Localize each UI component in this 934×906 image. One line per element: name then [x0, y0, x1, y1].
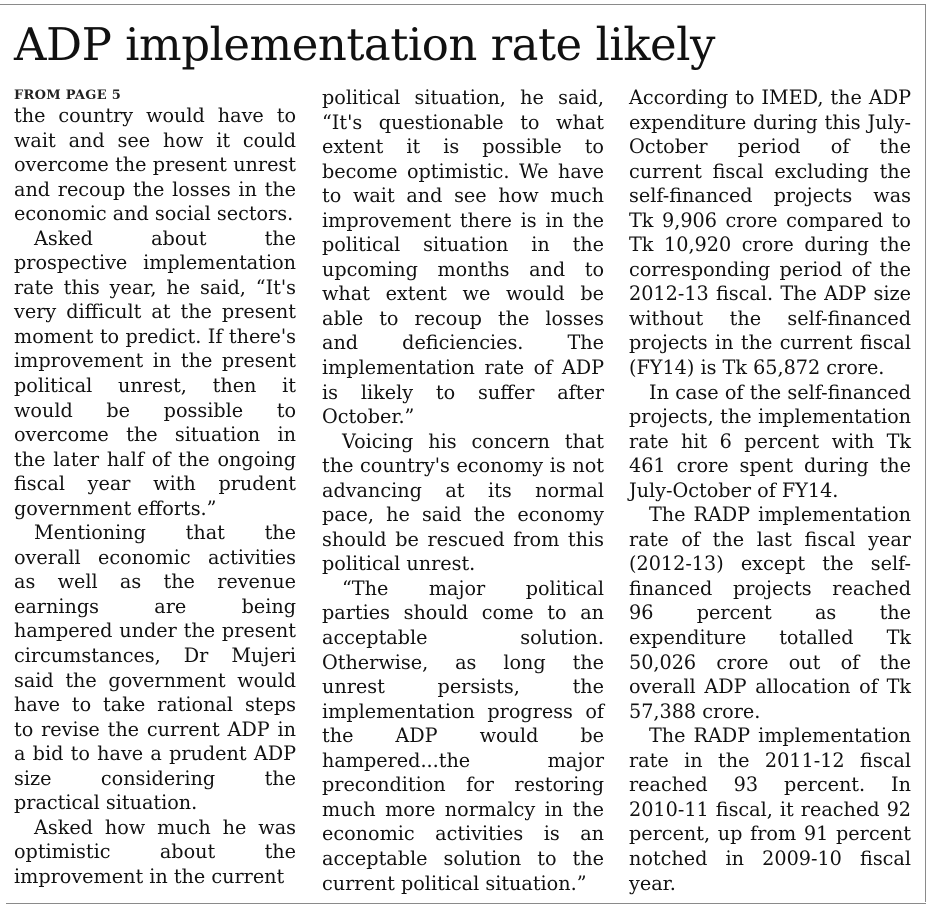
column-1 [14, 88, 296, 890]
from-page-label: FROM PAGE 5 [14, 88, 122, 103]
paragraph: the country would have to wait and see how it could overcome the present unrest and recoup the losses in the economic and social sectors. [14, 104, 296, 226]
paragraph: political situation, he said, “It's questionable to what extent it is possible to become optimistic. We have to wait and see how much improvement there is in the political situation in the upcoming months and to what extent we would be able to recoup the losses and deficiencies. The implementation rate of ADP is likely to suffer after October.” [322, 86, 604, 429]
paragraph: Mentioning that the overall economic activities as well as the revenue earnings are being hampered under the present circumstances, Dr Mujeri said the government would have to take rational steps to revise the current ADP in a bid to have a prudent ADP size considering the practical situation. [14, 521, 296, 815]
paragraph: The RADP implementation rate of the last fiscal year (2012-13) except the self-financed projects reached 96 percent as the expenditure totalled Tk 50,026 crore out of the overall ADP allocation of Tk 57,388 crore. [629, 503, 911, 723]
paragraph: “The major political parties should come to an acceptable solution. Otherwise, as long the unrest persists, the implementation progress of the ADP would be hampered...the major precondition for restoring much more normalcy in the economic activities is an acceptable solution to the current political situation.” [322, 576, 604, 895]
column-2 [322, 86, 604, 896]
column-3 [629, 86, 911, 896]
bottom-rule [6, 903, 926, 904]
headline: ADP implementation rate likely [14, 18, 715, 71]
paragraph: Asked about the prospective implementation rate this year, he said, “It's very difficult at the present moment to predict. If there's improvement in the present political unrest, then it would be possible to overcome the situation in the later half of the ongoing fiscal year with prudent government efforts.” [14, 226, 296, 520]
top-rule [0, 4, 926, 5]
paragraph: In case of the self-financed projects, the implementation rate hit 6 percent with Tk 461 crore spent during the July-October of FY14. [629, 380, 911, 502]
paragraph: Asked how much he was optimistic about the improvement in the current [14, 815, 296, 888]
paragraph: According to IMED, the ADP expenditure during this July-October period of the current fiscal excluding the self-financed projects was Tk 9,906 crore compared to Tk 10,920 crore during the corresponding period of the 2012-13 fiscal. The ADP size without the self-financed projects in the current fiscal (FY14) is Tk 65,872 crore. [629, 86, 911, 380]
paragraph: Voicing his concern that the country's economy is not advancing at its normal pace, he said the economy should be rescued from this political unrest. [322, 429, 604, 576]
paragraph: The RADP implementation rate in the 2011-12 fiscal reached 93 percent. In 2010-11 fiscal, it reached 92 percent, up from 91 percent notched in 2009-10 fiscal year. [629, 724, 911, 895]
right-rule [925, 4, 926, 902]
